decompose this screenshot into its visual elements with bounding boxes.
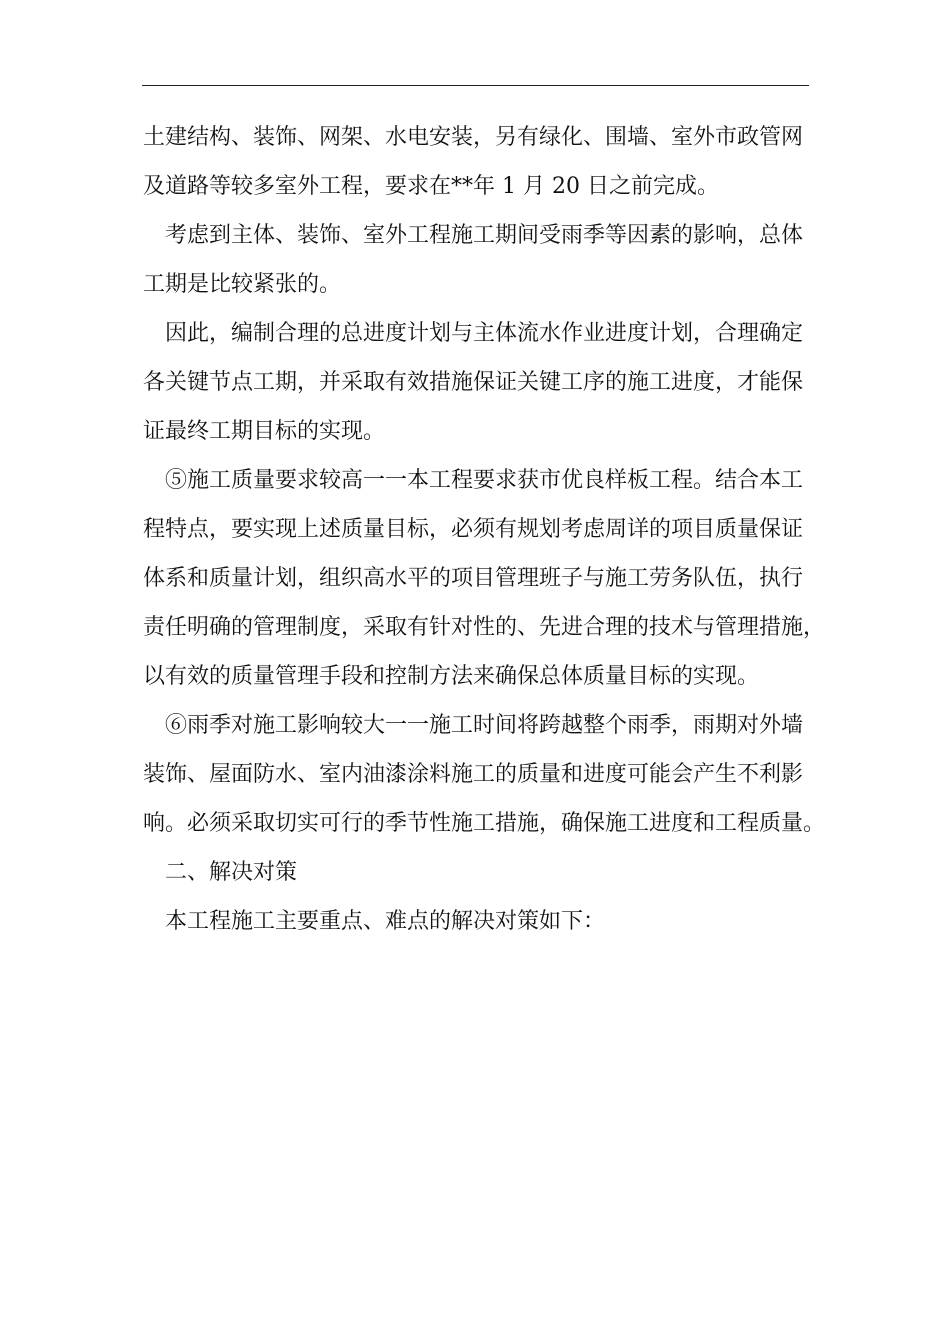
text-line: 体系和质量计划，组织高水平的项目管理班子与施工劳务队伍，执行 <box>143 566 804 591</box>
text-line: 土建结构、装饰、网架、水电安装，另有绿化、围墙、室外市政管网 <box>143 125 804 150</box>
paragraph-first-line: 本工程施工主要重点、难点的解决对策如下： <box>165 909 606 934</box>
text-line: 各关键节点工期，并采取有效措施保证关键工序的施工进度，才能保 <box>143 370 804 395</box>
text-line: 以有效的质量管理手段和控制方法来确保总体质量目标的实现。 <box>143 664 760 689</box>
text-line: 工期是比较紧张的。 <box>143 272 342 297</box>
header-rule <box>142 85 809 86</box>
section-heading: 二、解决对策 <box>165 860 298 885</box>
text-line: 责任明确的管理制度，采取有针对性的、先进合理的技术与管理措施， <box>143 615 826 640</box>
text-line: 证最终工期目标的实现。 <box>143 419 386 444</box>
paragraph-first-line: ⑥雨季对施工影响较大一一施工时间将跨越整个雨季，雨期对外墙 <box>165 713 804 738</box>
text-line: 响。必须采取切实可行的季节性施工措施，确保施工进度和工程质量。 <box>143 811 826 836</box>
text-line: 及道路等较多室外工程，要求在**年 1 月 20 日之前完成。 <box>143 174 719 199</box>
text-line: 程特点，要实现上述质量目标，必须有规划考虑周详的项目质量保证 <box>143 517 804 542</box>
paragraph-first-line: ⑤施工质量要求较高一一本工程要求获市优良样板工程。结合本工 <box>165 468 804 493</box>
paragraph-first-line: 考虑到主体、装饰、室外工程施工期间受雨季等因素的影响，总体 <box>165 223 804 248</box>
paragraph-first-line: 因此，编制合理的总进度计划与主体流水作业进度计划，合理确定 <box>165 321 804 346</box>
document-body <box>143 113 826 946</box>
text-line: 装饰、屋面防水、室内油漆涂料施工的质量和进度可能会产生不利影 <box>143 762 804 787</box>
